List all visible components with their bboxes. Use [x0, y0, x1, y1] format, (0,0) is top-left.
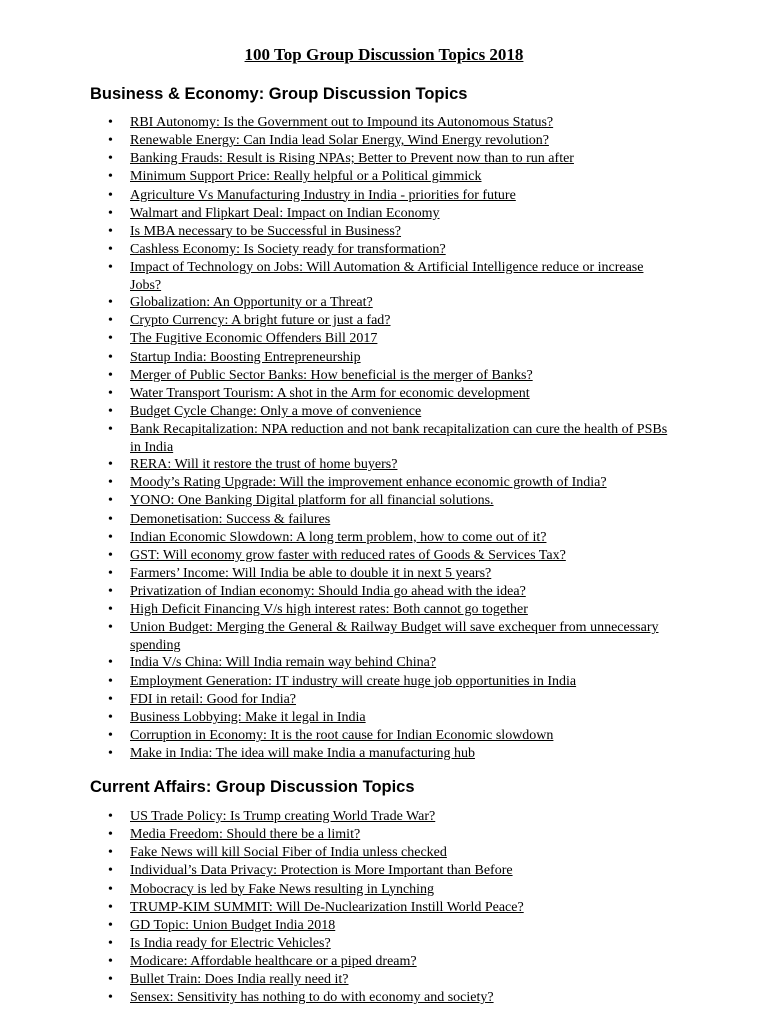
list-item	[0, 223, 670, 241]
bullet-icon: •	[108, 547, 113, 563]
list-item	[0, 745, 670, 763]
bullet-icon: •	[108, 187, 113, 203]
topic-link[interactable]: Budget Cycle Change: Only a move of convenience	[130, 403, 422, 419]
topic-link[interactable]: GST: Will economy grow faster with reduced rates of Goods & Services Tax?	[130, 547, 566, 563]
topic-link[interactable]: Union Budget: Merging the General & Railway Budget will save exchequer from unnecessary spending	[130, 620, 659, 653]
topic-link[interactable]: Fake News will kill Social Fiber of India unless checked	[130, 845, 447, 861]
bullet-icon: •	[108, 691, 113, 707]
topic-link[interactable]: Impact of Technology on Jobs: Will Automation & Artificial Intelligence reduce or increase Jobs?	[130, 260, 644, 293]
list-item	[0, 583, 670, 601]
bullet-icon: •	[108, 655, 113, 671]
bullet-icon: •	[108, 511, 113, 527]
bullet-icon: •	[108, 151, 113, 167]
list-item	[0, 294, 670, 312]
bullet-icon: •	[108, 205, 113, 221]
topic-link[interactable]: Startup India: Boosting Entrepreneurship	[130, 349, 361, 365]
topic-list	[0, 114, 768, 763]
list-item	[0, 385, 670, 403]
list-item	[0, 808, 670, 826]
bullet-icon: •	[108, 602, 113, 618]
section-current-affairs	[0, 777, 768, 1008]
list-item	[0, 241, 670, 259]
bullet-icon: •	[108, 827, 113, 843]
bullet-icon: •	[108, 990, 113, 1006]
topic-link[interactable]: FDI in retail: Good for India?	[130, 691, 297, 707]
list-item	[0, 917, 670, 935]
bullet-icon: •	[108, 809, 113, 824]
topic-link[interactable]: GD Topic: Union Budget India 2018	[130, 917, 336, 933]
topic-link[interactable]: Banking Frauds: Result is Rising NPAs; Better to Prevent now than to run after	[130, 151, 574, 167]
topic-link[interactable]: RERA: Will it restore the trust of home buyers?	[130, 457, 398, 473]
topic-link[interactable]: RBI Autonomy: Is the Government out to Impound its Autonomous Status?	[130, 115, 554, 130]
topic-link[interactable]: Employment Generation: IT industry will create huge job opportunities in India	[130, 673, 577, 689]
topic-link[interactable]: Individual’s Data Privacy: Protection is More Important than Before	[130, 863, 513, 879]
bullet-icon: •	[108, 709, 113, 725]
topic-link[interactable]: Mobocracy is led by Fake News resulting in Lynching	[130, 881, 435, 897]
bullet-icon: •	[108, 620, 113, 636]
bullet-icon: •	[108, 385, 113, 401]
bullet-icon: •	[108, 367, 113, 383]
list-item	[0, 673, 670, 691]
topic-link[interactable]: Indian Economic Slowdown: A long term problem, how to come out of it?	[130, 529, 547, 545]
list-item	[0, 691, 670, 709]
list-item	[0, 953, 670, 971]
topic-link[interactable]: Cashless Economy: Is Society ready for transformation?	[130, 241, 446, 257]
topic-link[interactable]: Water Transport Tourism: A shot in the Arm for economic development	[130, 385, 530, 401]
list-item	[0, 619, 670, 654]
section-business-economy	[0, 84, 768, 763]
topic-link[interactable]: YONO: One Banking Digital platform for all financial solutions.	[130, 493, 494, 509]
bullet-icon: •	[108, 935, 113, 951]
list-item	[0, 935, 670, 953]
bullet-icon: •	[108, 115, 113, 130]
section-heading: Business & Economy: Group Discussion Topics	[90, 85, 468, 103]
topic-link[interactable]: Is India ready for Electric Vehicles?	[130, 935, 331, 951]
list-item	[0, 899, 670, 917]
bullet-icon: •	[108, 954, 113, 970]
bullet-icon: •	[108, 673, 113, 689]
topic-link[interactable]: Media Freedom: Should there be a limit?	[130, 827, 361, 843]
topic-link[interactable]: Walmart and Flipkart Deal: Impact on Indian Economy	[130, 205, 440, 221]
topic-link[interactable]: Modicare: Affordable healthcare or a piped dream?	[130, 954, 417, 970]
bullet-icon: •	[108, 295, 113, 311]
bullet-icon: •	[108, 529, 113, 545]
list-item	[0, 881, 670, 899]
list-item	[0, 989, 670, 1007]
topic-link[interactable]: Privatization of Indian economy: Should India go ahead with the idea?	[130, 584, 526, 600]
bullet-icon: •	[108, 493, 113, 509]
topic-link[interactable]: Make in India: The idea will make India a manufacturing hub	[130, 746, 475, 762]
topic-link[interactable]: TRUMP-KIM SUMMIT: Will De-Nuclearization Instill World Peace?	[130, 899, 524, 915]
list-item	[0, 312, 670, 330]
bullet-icon: •	[108, 223, 113, 239]
bullet-icon: •	[108, 349, 113, 365]
list-item	[0, 511, 670, 529]
bullet-icon: •	[108, 457, 113, 473]
topic-link[interactable]: Sensex: Sensitivity has nothing to do with economy and society?	[130, 990, 494, 1006]
list-item	[0, 474, 670, 492]
topic-link[interactable]: Merger of Public Sector Banks: How beneficial is the merger of Banks?	[130, 367, 533, 383]
list-item	[0, 456, 670, 474]
bullet-icon: •	[108, 565, 113, 581]
list-item	[0, 349, 670, 367]
topic-link[interactable]: Bullet Train: Does India really need it?	[130, 972, 349, 988]
list-item	[0, 168, 670, 186]
topic-link[interactable]: Business Lobbying: Make it legal in India	[130, 709, 366, 725]
list-item	[0, 601, 670, 619]
list-item	[0, 709, 670, 727]
topic-link[interactable]: Corruption in Economy: It is the root cause for Indian Economic slowdown	[130, 727, 554, 743]
topic-link[interactable]: Is MBA necessary to be Successful in Business?	[130, 223, 402, 239]
bullet-icon: •	[108, 863, 113, 879]
topic-list	[0, 808, 768, 1008]
list-item	[0, 492, 670, 510]
list-item	[0, 844, 670, 862]
list-item	[0, 132, 670, 150]
list-item	[0, 727, 670, 745]
list-item	[0, 421, 670, 456]
bullet-icon: •	[108, 746, 113, 762]
bullet-icon: •	[108, 475, 113, 491]
topic-link[interactable]: Renewable Energy: Can India lead Solar Energy, Wind Energy revolution?	[130, 133, 549, 149]
list-item	[0, 187, 670, 205]
topic-link[interactable]: India V/s China: Will India remain way behind China?	[130, 655, 437, 671]
bullet-icon: •	[108, 845, 113, 861]
topic-link[interactable]: Agriculture Vs Manufacturing Industry in India - priorities for future	[130, 187, 516, 203]
topic-link[interactable]: Bank Recapitalization: NPA reduction and not bank recapitalization can cure the health of PSBs in India	[130, 422, 668, 455]
list-item	[0, 330, 670, 348]
bullet-icon: •	[108, 169, 113, 185]
bullet-icon: •	[108, 727, 113, 743]
bullet-icon: •	[108, 133, 113, 149]
list-item	[0, 403, 670, 421]
list-item	[0, 529, 670, 547]
topic-link[interactable]: Moody’s Rating Upgrade: Will the improvement enhance economic growth of India?	[130, 475, 607, 491]
bullet-icon: •	[108, 403, 113, 419]
list-item	[0, 565, 670, 583]
topic-link[interactable]: High Deficit Financing V/s high interest rates: Both cannot go together	[130, 602, 528, 618]
list-item	[0, 654, 670, 672]
section-heading: Current Affairs: Group Discussion Topics	[90, 778, 415, 796]
list-item	[0, 205, 670, 223]
bullet-icon: •	[108, 313, 113, 329]
topic-link[interactable]: Minimum Support Price: Really helpful or a Political gimmick	[130, 169, 482, 185]
bullet-icon: •	[108, 584, 113, 600]
topic-link[interactable]: Globalization: An Opportunity or a Threat?	[130, 295, 373, 311]
bullet-icon: •	[108, 331, 113, 347]
list-item	[0, 862, 670, 880]
list-item	[0, 971, 670, 989]
list-item	[0, 114, 670, 132]
bullet-icon: •	[108, 917, 113, 933]
topic-link[interactable]: Farmers’ Income: Will India be able to double it in next 5 years?	[130, 565, 492, 581]
topic-link[interactable]: US Trade Policy: Is Trump creating World Trade War?	[130, 809, 436, 824]
bullet-icon: •	[108, 899, 113, 915]
list-item	[0, 826, 670, 844]
list-item	[0, 259, 670, 294]
bullet-icon: •	[108, 260, 113, 276]
bullet-icon: •	[108, 422, 113, 438]
topic-link[interactable]: The Fugitive Economic Offenders Bill 2017	[130, 331, 378, 347]
bullet-icon: •	[108, 241, 113, 257]
list-item	[0, 150, 670, 168]
document-title: 100 Top Group Discussion Topics 2018	[244, 45, 524, 64]
list-item	[0, 367, 670, 385]
bullet-icon: •	[108, 972, 113, 988]
topic-link[interactable]: Crypto Currency: A bright future or just a fad?	[130, 313, 391, 329]
list-item	[0, 547, 670, 565]
topic-link[interactable]: Demonetisation: Success & failures	[130, 511, 331, 527]
bullet-icon: •	[108, 881, 113, 897]
